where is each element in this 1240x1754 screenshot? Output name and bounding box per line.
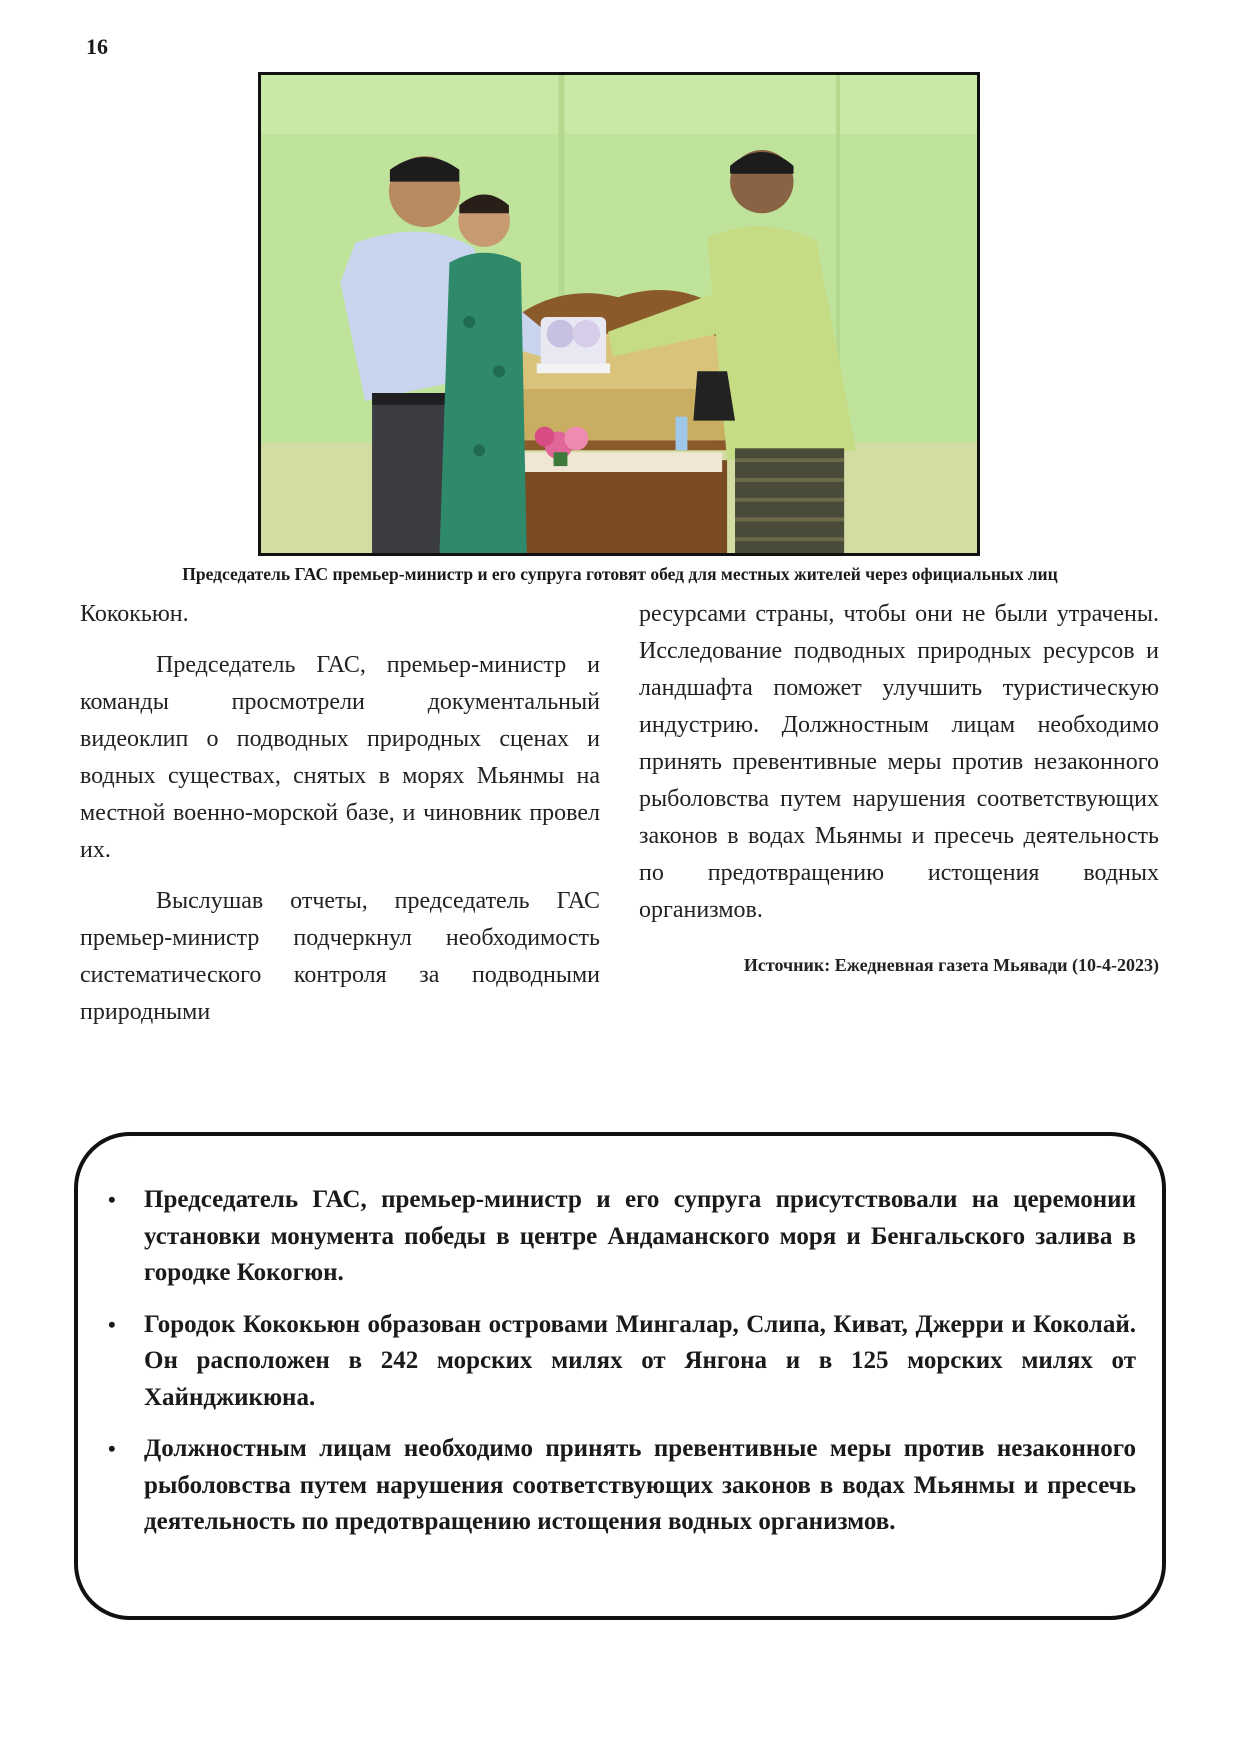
article-paragraph: Председатель ГАС, премьер-министр и команды просмотрели документальный видеоклип о подводных природных сценах и водных существах, снятых в морях Мьянмы на местной военно-морской базе, и чиновник провел их. — [80, 652, 600, 863]
news-photo — [258, 72, 980, 556]
article-paragraph: Кококьюн. — [80, 601, 189, 627]
summary-item — [108, 1431, 1136, 1541]
bullet-icon: • — [108, 1311, 116, 1337]
page-number: 16 — [86, 34, 108, 59]
bullet-icon: • — [108, 1187, 116, 1212]
photo-gift-presentation-icon — [261, 75, 977, 553]
summary-item — [108, 1307, 1136, 1417]
photo-caption: Председатель ГАС премьер-министр и его супруга готовят обед для местных жителей через официальных лиц — [182, 564, 1058, 584]
summary-box — [74, 1132, 1166, 1620]
article-source: Источник: Ежедневная газета Мьявади (10-4-2023) — [743, 955, 1159, 975]
article-paragraph: Выслушав отчеты, председатель ГАС премьер-министр подчеркнул необходимость систематического контроля за подводными природными — [80, 888, 600, 1025]
bullet-icon: • — [108, 1436, 116, 1461]
summary-item-text: Председатель ГАС, премьер-министр и его супруга присутствовали на церемонии установки монумента победы в центре Андаманского моря и Бенгальского залива в городке Кокогюн. — [144, 1186, 1136, 1286]
article-right-column — [639, 596, 1159, 977]
article-paragraph: ресурсами страны, чтобы они не были утрачены. Исследование подводных природных ресурсов и ландшафта поможет улучшить туристическую индустрию. Должностным лицам необходимо принять превентивные меры против незаконного рыболовства путем нарушения соответствующих законов в водах Мьянмы и пресечь деятельность по предотвращению истощения водных организмов. — [639, 601, 1159, 923]
article-left-column — [80, 596, 600, 1031]
summary-item-text: Должностным лицам необходимо принять превентивные меры против незаконного рыболовства путем нарушения соответствующих законов в водах Мьянмы и пресечь деятельность по предотвращению истощения водных организмов. — [144, 1435, 1136, 1535]
summary-item — [108, 1182, 1136, 1292]
summary-item-text: Городок Кококьюн образован островами Мингалар, Слипа, Киват, Джерри и Коколай. Он расположен в 242 морских милях от Янгона и в 125 морских милях от Хайнджикюна. — [144, 1310, 1136, 1411]
summary-list — [108, 1182, 1136, 1556]
